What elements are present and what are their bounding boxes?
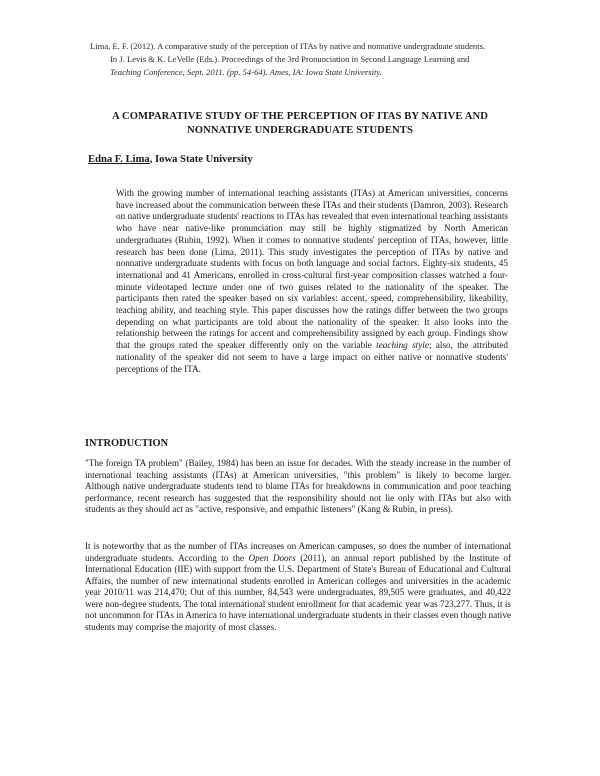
citation-line: In J. Levis & K. LeVelle (Eds.). Proceedings of the 3rd Pronunciation in Second Language Learning and xyxy=(110,54,470,64)
intro-paragraph-2: It is noteworthy that as the number of ITAs increases on American campuses, so does the number of international undergraduate students. According to the Open Doors (2011), an annual report published by the Institute of International Education (IIE) with support from the U.S. Department of State's Bureau of Educational and Cultural Affairs, the number of new international students enrolled in American colleges and universities in the academic year 2010/11 was 214,470; Out of this number, 84,543 were undergraduates, 89,505 were graduates, and 40,422 were non-degree students. The total international student enrollment for that academic year was 723,277. Thus, it is not uncommon for ITAs in America to have international undergraduate students in their classes even though native students may comprise the majority of most classes. xyxy=(85,541,512,632)
author-line xyxy=(88,154,253,165)
title-line: A COMPARATIVE STUDY OF THE PERCEPTION OF ITAS BY NATIVE AND xyxy=(112,111,488,122)
abstract-emphasis: teaching style xyxy=(376,340,429,351)
intro-paragraph-1: "The foreign TA problem" (Bailey, 1984) has been an issue for decades. With the steady increase in the number of international teaching assistants (ITAs) at American universities, "this problem" is likely to become larger. Although native undergraduate students tend to blame ITAs for breakdowns in communication and poor teaching performance, recent research has suggested that the responsibility should not lie only with ITAs but also with students as they should act as "active, responsive, and empathic listeners" (Kang & Rubin, in press). xyxy=(85,458,511,514)
citation-line: Teaching Conference, Sept. 2011. (pp. 54-64). Ames, IA: Iowa State University. xyxy=(110,67,382,77)
author-name: Edna F. Lima xyxy=(88,154,150,165)
report-title: Open Doors xyxy=(248,552,296,563)
title-line: NONNATIVE UNDERGRADUATE STUDENTS xyxy=(187,125,413,136)
author-affiliation: , Iowa State University xyxy=(149,154,253,165)
paper-title xyxy=(60,110,540,138)
citation-block xyxy=(90,40,530,79)
section-heading: INTRODUCTION xyxy=(85,438,169,449)
abstract-paragraph: With the growing number of international teaching assistants (ITAs) at American universities, concerns have increased about the communication between these ITAs and their students (Damron, 2003). Research on native undergraduate students' reactions to ITAs has revealed that even international teaching assistants who have near native-like pronunciation may still be highly stigmatized by North American undergraduates (Rubin, 1992). When it comes to nonnative students' perception of ITAs, however, little research has been done (Lima, 2011). This study investigates the perception of ITAs by native and nonnative undergraduate students with focus on both language and social factors. Eighty-six students, 45 international and 41 Americans, enrolled in cross-cultural first-year composition classes watched a four-minute videotaped lecture under one of two guises related to the nationality of the speaker. The participants then rated the speaker based on six variables: accent, speed, comprehensibility, likeability, teaching ability, and teaching style. This paper discusses how the ratings differ between the two groups depending on what participants are told about the nationality of the speaker. It also looks into the relationship between the ratings for accent and comprehensibility assigned by each group. Findings show that the groups rated the speaker differently only on the variable teaching style; also, the attributed nationality of the speaker did not seem to have a large impact on either native or nonnative students' perceptions of the ITA. xyxy=(116,188,508,374)
abstract xyxy=(116,188,508,375)
citation-line: Lima, E. F. (2012). A comparative study of the perception of ITAs by native and nonnative undergraduate students. xyxy=(90,41,486,51)
